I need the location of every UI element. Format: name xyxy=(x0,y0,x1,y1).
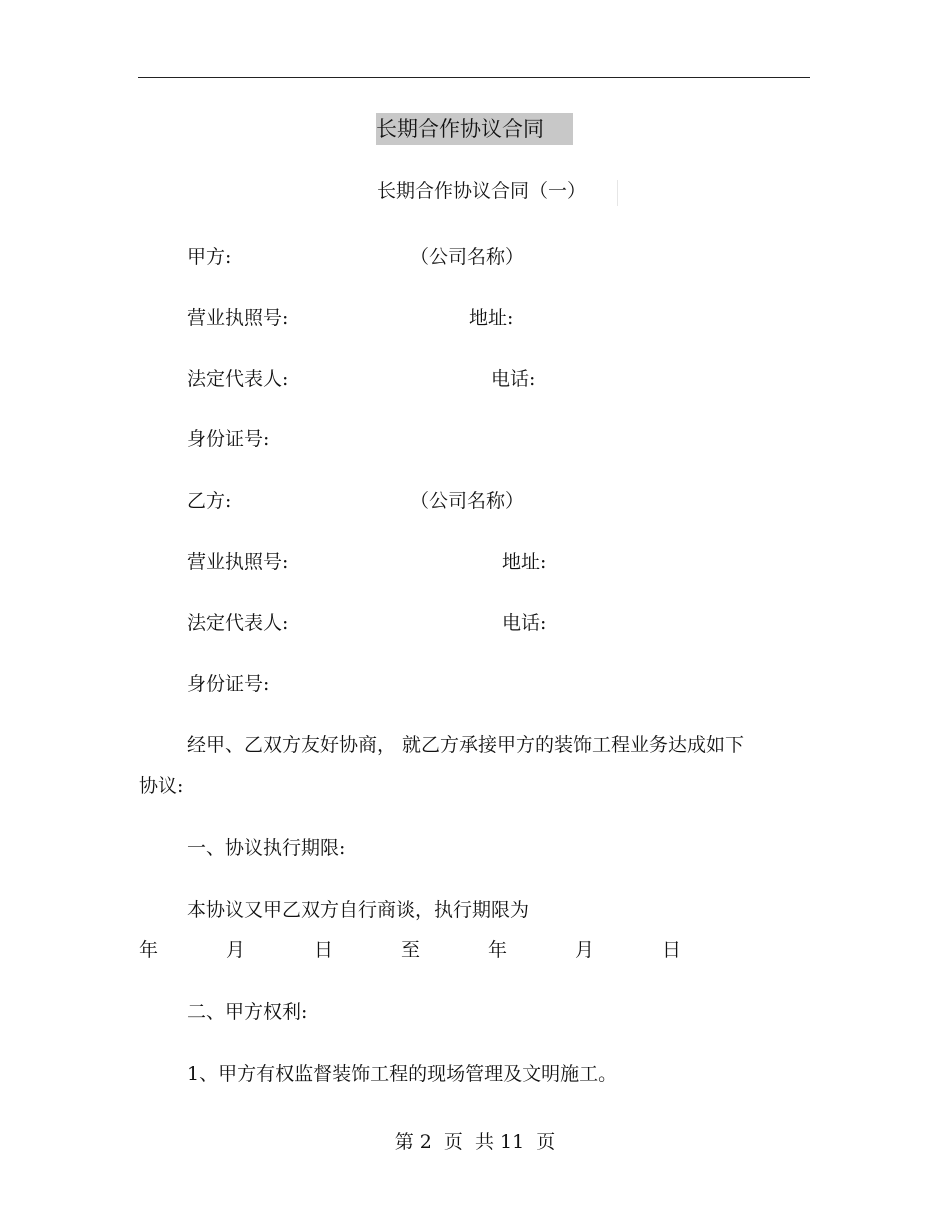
date-unit-year-end: 年 xyxy=(488,939,508,961)
date-unit-day-end: 日 xyxy=(662,939,682,961)
party-b-label: 乙方: xyxy=(187,490,232,512)
page-footer: 第 2 页 共 11 页 xyxy=(394,1131,556,1153)
party-a-address-label: 地址: xyxy=(469,307,514,329)
party-b-rep-label: 法定代表人: xyxy=(187,612,289,634)
party-b-address-label: 地址: xyxy=(502,551,547,573)
document-title: 长期合作协议合同 xyxy=(376,113,573,145)
intro-paragraph-line-1: 经甲、乙双方友好协商， 就乙方承接甲方的装饰工程业务达成如下 xyxy=(187,734,745,756)
party-a-phone-label: 电话: xyxy=(491,368,536,390)
date-unit-year-start: 年 xyxy=(139,939,159,961)
party-b-id-label: 身份证号: xyxy=(187,673,270,695)
section-2-item-1: 1、甲方有权监督装饰工程的现场管理及文明施工。 xyxy=(187,1063,618,1085)
party-a-license-label: 营业执照号: xyxy=(187,307,289,329)
party-b-license-label: 营业执照号: xyxy=(187,551,289,573)
subtitle-frame-edge xyxy=(617,180,618,206)
party-a-name-hint: （公司名称） xyxy=(410,246,525,268)
section-1-heading: 一、协议执行期限: xyxy=(187,837,346,859)
date-unit-to: 至 xyxy=(401,939,421,961)
section-1-text: 本协议又甲乙双方自行商谈，执行期限为 xyxy=(187,899,530,921)
party-a-id-label: 身份证号: xyxy=(187,428,270,450)
party-b-name-hint: （公司名称） xyxy=(410,490,525,512)
section-2-heading: 二、甲方权利: xyxy=(187,1001,308,1023)
date-unit-month-end: 月 xyxy=(575,939,595,961)
intro-paragraph-line-2: 协议: xyxy=(139,775,184,797)
party-b-phone-label: 电话: xyxy=(502,612,547,634)
header-rule xyxy=(138,77,810,78)
party-a-label: 甲方: xyxy=(187,246,232,268)
party-a-rep-label: 法定代表人: xyxy=(187,368,289,390)
document-subtitle: 长期合作协议合同（一） xyxy=(377,180,587,202)
date-unit-month-start: 月 xyxy=(226,939,246,961)
date-unit-day-start: 日 xyxy=(314,939,334,961)
